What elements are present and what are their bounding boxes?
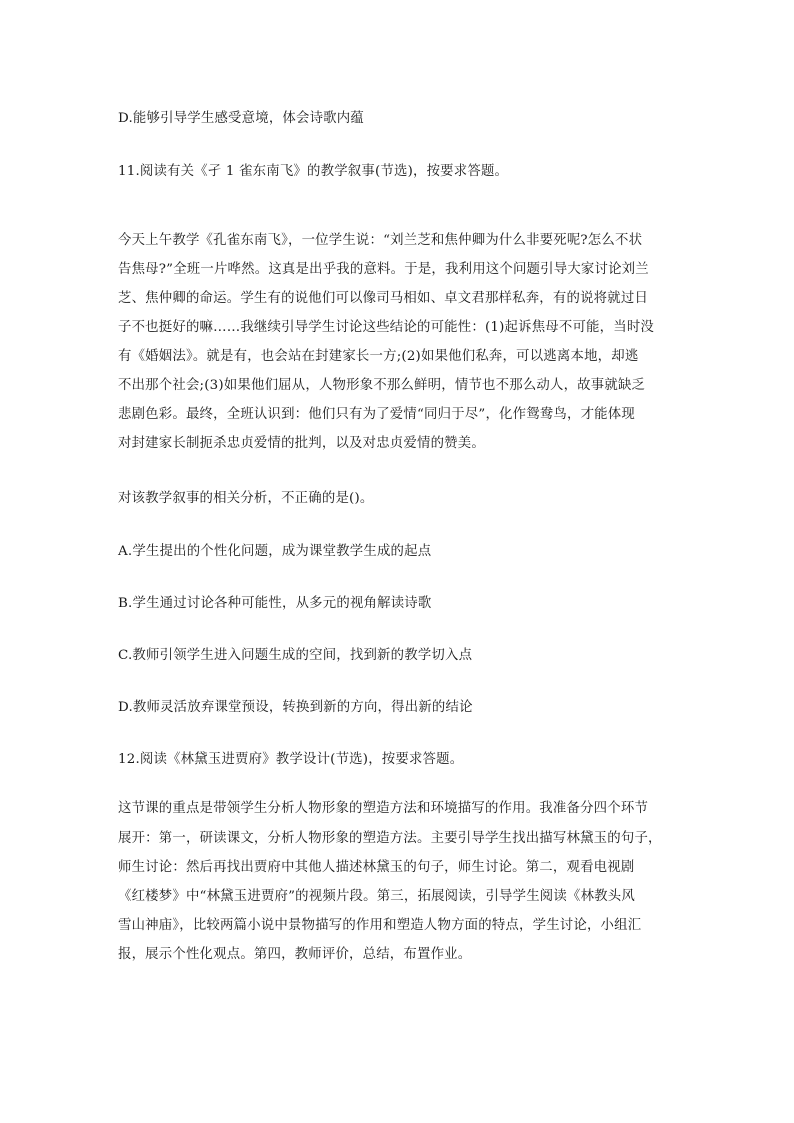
q11-passage-line: 子不也挺好的嘛……我继续引导学生讨论这些结论的可能性：(1)起诉焦母不可能，当时没 (118, 320, 655, 335)
q11-passage-line: 悲剧色彩。最终，全班认识到：他们只有为了爱情“同归于尽”，化作鸳鸯鸟，才能体现 (118, 407, 635, 422)
q11-question: 对该教学叙事的相关分析，不正确的是()。 (118, 491, 374, 506)
q11-option-b: B.学生通过讨论各种可能性，从多元的视角解读诗歌 (118, 596, 432, 611)
q11-passage-line: 告焦母?”全班一片哗然。这真是出乎我的意料。于是，我利用这个问题引导大家讨论刘兰 (118, 262, 649, 277)
q11-option-d: D.教师灵活放弃课堂预设，转换到新的方向，得出新的结论 (118, 700, 473, 715)
q11-passage-line: 芝、焦仲卿的命运。学生有的说他们可以像司马相如、卓文君那样私奔，有的说将就过日 (118, 291, 649, 306)
q11-passage-line: 对封建家长制扼杀忠贞爱情的批判，以及对忠贞爱情的赞美。 (118, 436, 485, 451)
q11-option-c: C.教师引领学生进入问题生成的空间，找到新的教学切入点 (118, 648, 473, 663)
q11-passage-line: 今天上午教学《孔雀东南飞》，一位学生说：“刘兰芝和焦仲卿为什么非要死呢?怎么不状 (118, 233, 643, 248)
q11-passage-line: 有《婚姻法》。就是有，也会站在封建家长一方;(2)如果他们私奔，可以逃离本地，却逃 (118, 349, 639, 364)
q11-prompt: 11.阅读有关《孑 1 雀东南飞》的教学叙事(节选)，按要求答题。 (118, 164, 509, 179)
q12-passage-line: 报，展示个性化观点。第四，教师评价，总结，布置作业。 (118, 947, 472, 962)
q12-passage-line: 师生讨论：然后再找出贾府中其他人描述林黛玉的句子，师生讨论。第二，观看电视剧 (118, 860, 635, 875)
q12-passage-line: 雪山神庙》，比较两篇小说中景物描写的作用和塑造人物方面的特点，学生讨论，小组汇 (118, 918, 642, 933)
q12-passage-line: 展开：第一，研读课文，分析人物形象的塑造方法。主要引导学生找出描写林黛玉的句子， (118, 831, 662, 846)
q10-option-d: D.能够引导学生感受意境，体会诗歌内蕴 (118, 111, 364, 126)
q12-passage-line: 这节课的重点是带领学生分析人物形象的塑造方法和环境描写的作用。我准备分四个环节 (118, 801, 649, 816)
q11-passage-line: 不出那个社会;(3)如果他们屈从，人物形象不那么鲜明，情节也不那么动人，故事就缺乏 (118, 378, 646, 393)
q11-option-a: A.学生提出的个性化问题，成为课堂教学生成的起点 (118, 544, 432, 559)
q12-prompt: 12.阅读《林黛玉进贾府》教学设计(节选)，按要求答题。 (118, 752, 464, 767)
q12-passage-line: 《红楼梦》中“林黛玉进贾府”的视频片段。第三，拓展阅读，引导学生阅读《林教头风 (118, 889, 635, 904)
